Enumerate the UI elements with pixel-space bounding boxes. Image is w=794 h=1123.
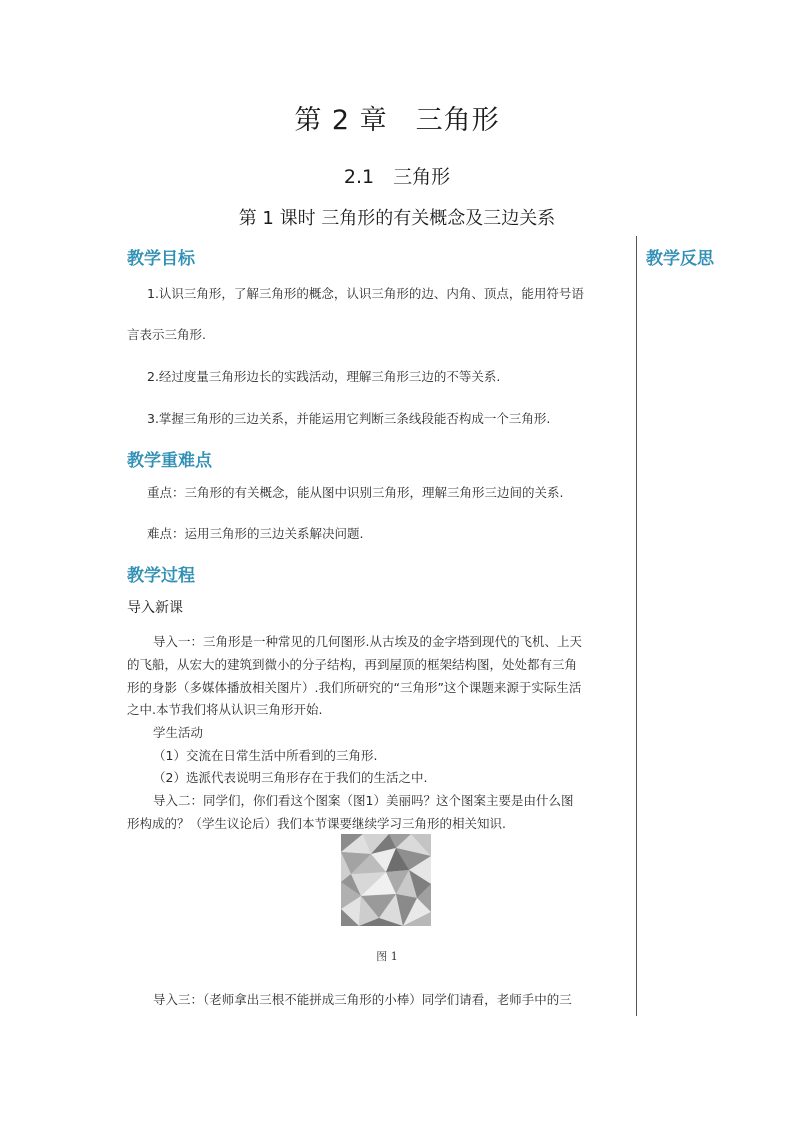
activity-label: 学生活动	[153, 725, 204, 740]
difficulty-text: 难点：运用三角形的三边关系解决问题.	[147, 526, 364, 541]
objective-1-line-2: 言表示三角形.	[127, 327, 206, 342]
objective-3: 3.掌握三角形的三边关系，并能运用它判断三条线段能否构成一个三角形.	[147, 411, 551, 426]
intro-1-line-4: 之中.本节我们将从认识三角形开始.	[127, 702, 323, 717]
figure-caption: 图 1	[376, 950, 398, 963]
intro-1-line-2: 的飞船，从宏大的建筑到微小的分子结构，再到屋顶的框架结构图，处处都有三角	[127, 657, 578, 672]
reflection-heading: 教学反思	[646, 249, 714, 269]
intro-subheading: 导入新课	[127, 600, 183, 616]
objectives-heading: 教学目标	[127, 249, 195, 269]
key-point-text: 重点：三角形的有关概念，能从图中识别三角形，理解三角形三边间的关系.	[147, 485, 564, 500]
intro-2-line-2: 形构成的？（学生议论后）我们本节课要继续学习三角形的相关知识.	[127, 816, 506, 831]
objective-1-line-1: 1.认识三角形，了解三角形的概念，认识三角形的边、内角、顶点，能用符号语	[147, 286, 584, 301]
activity-item-2: （2）选派代表说明三角形存在于我们的生活之中.	[153, 770, 428, 785]
process-heading: 教学过程	[127, 566, 195, 586]
triangle-mosaic-figure	[341, 834, 431, 926]
activity-item-1: （1）交流在日常生活中所看到的三角形.	[153, 748, 378, 763]
objective-2: 2.经过度量三角形边长的实践活动，理解三角形三边的不等关系.	[147, 369, 501, 384]
key-points-heading: 教学重难点	[127, 451, 212, 471]
chapter-title: 第 2 章 三角形	[294, 105, 500, 136]
intro-3-line-1: 导入三：（老师拿出三根不能拼成三角形的小棒）同学们请看，老师手中的三	[153, 992, 572, 1007]
intro-2-line-1: 导入二：同学们，你们看这个图案（图1）美丽吗？这个图案主要是由什么图	[153, 793, 574, 808]
lesson-title: 第 1 课时 三角形的有关概念及三边关系	[238, 208, 556, 229]
intro-1-line-1: 导入一：三角形是一种常见的几何图形.从古埃及的金字塔到现代的飞机、上天	[153, 634, 582, 649]
intro-1-line-3: 形的身影（多媒体播放相关图片）.我们所研究的“三角形”这个课题来源于实际生活	[127, 680, 582, 695]
column-divider	[636, 236, 637, 1016]
section-title: 2.1 三角形	[343, 166, 451, 188]
